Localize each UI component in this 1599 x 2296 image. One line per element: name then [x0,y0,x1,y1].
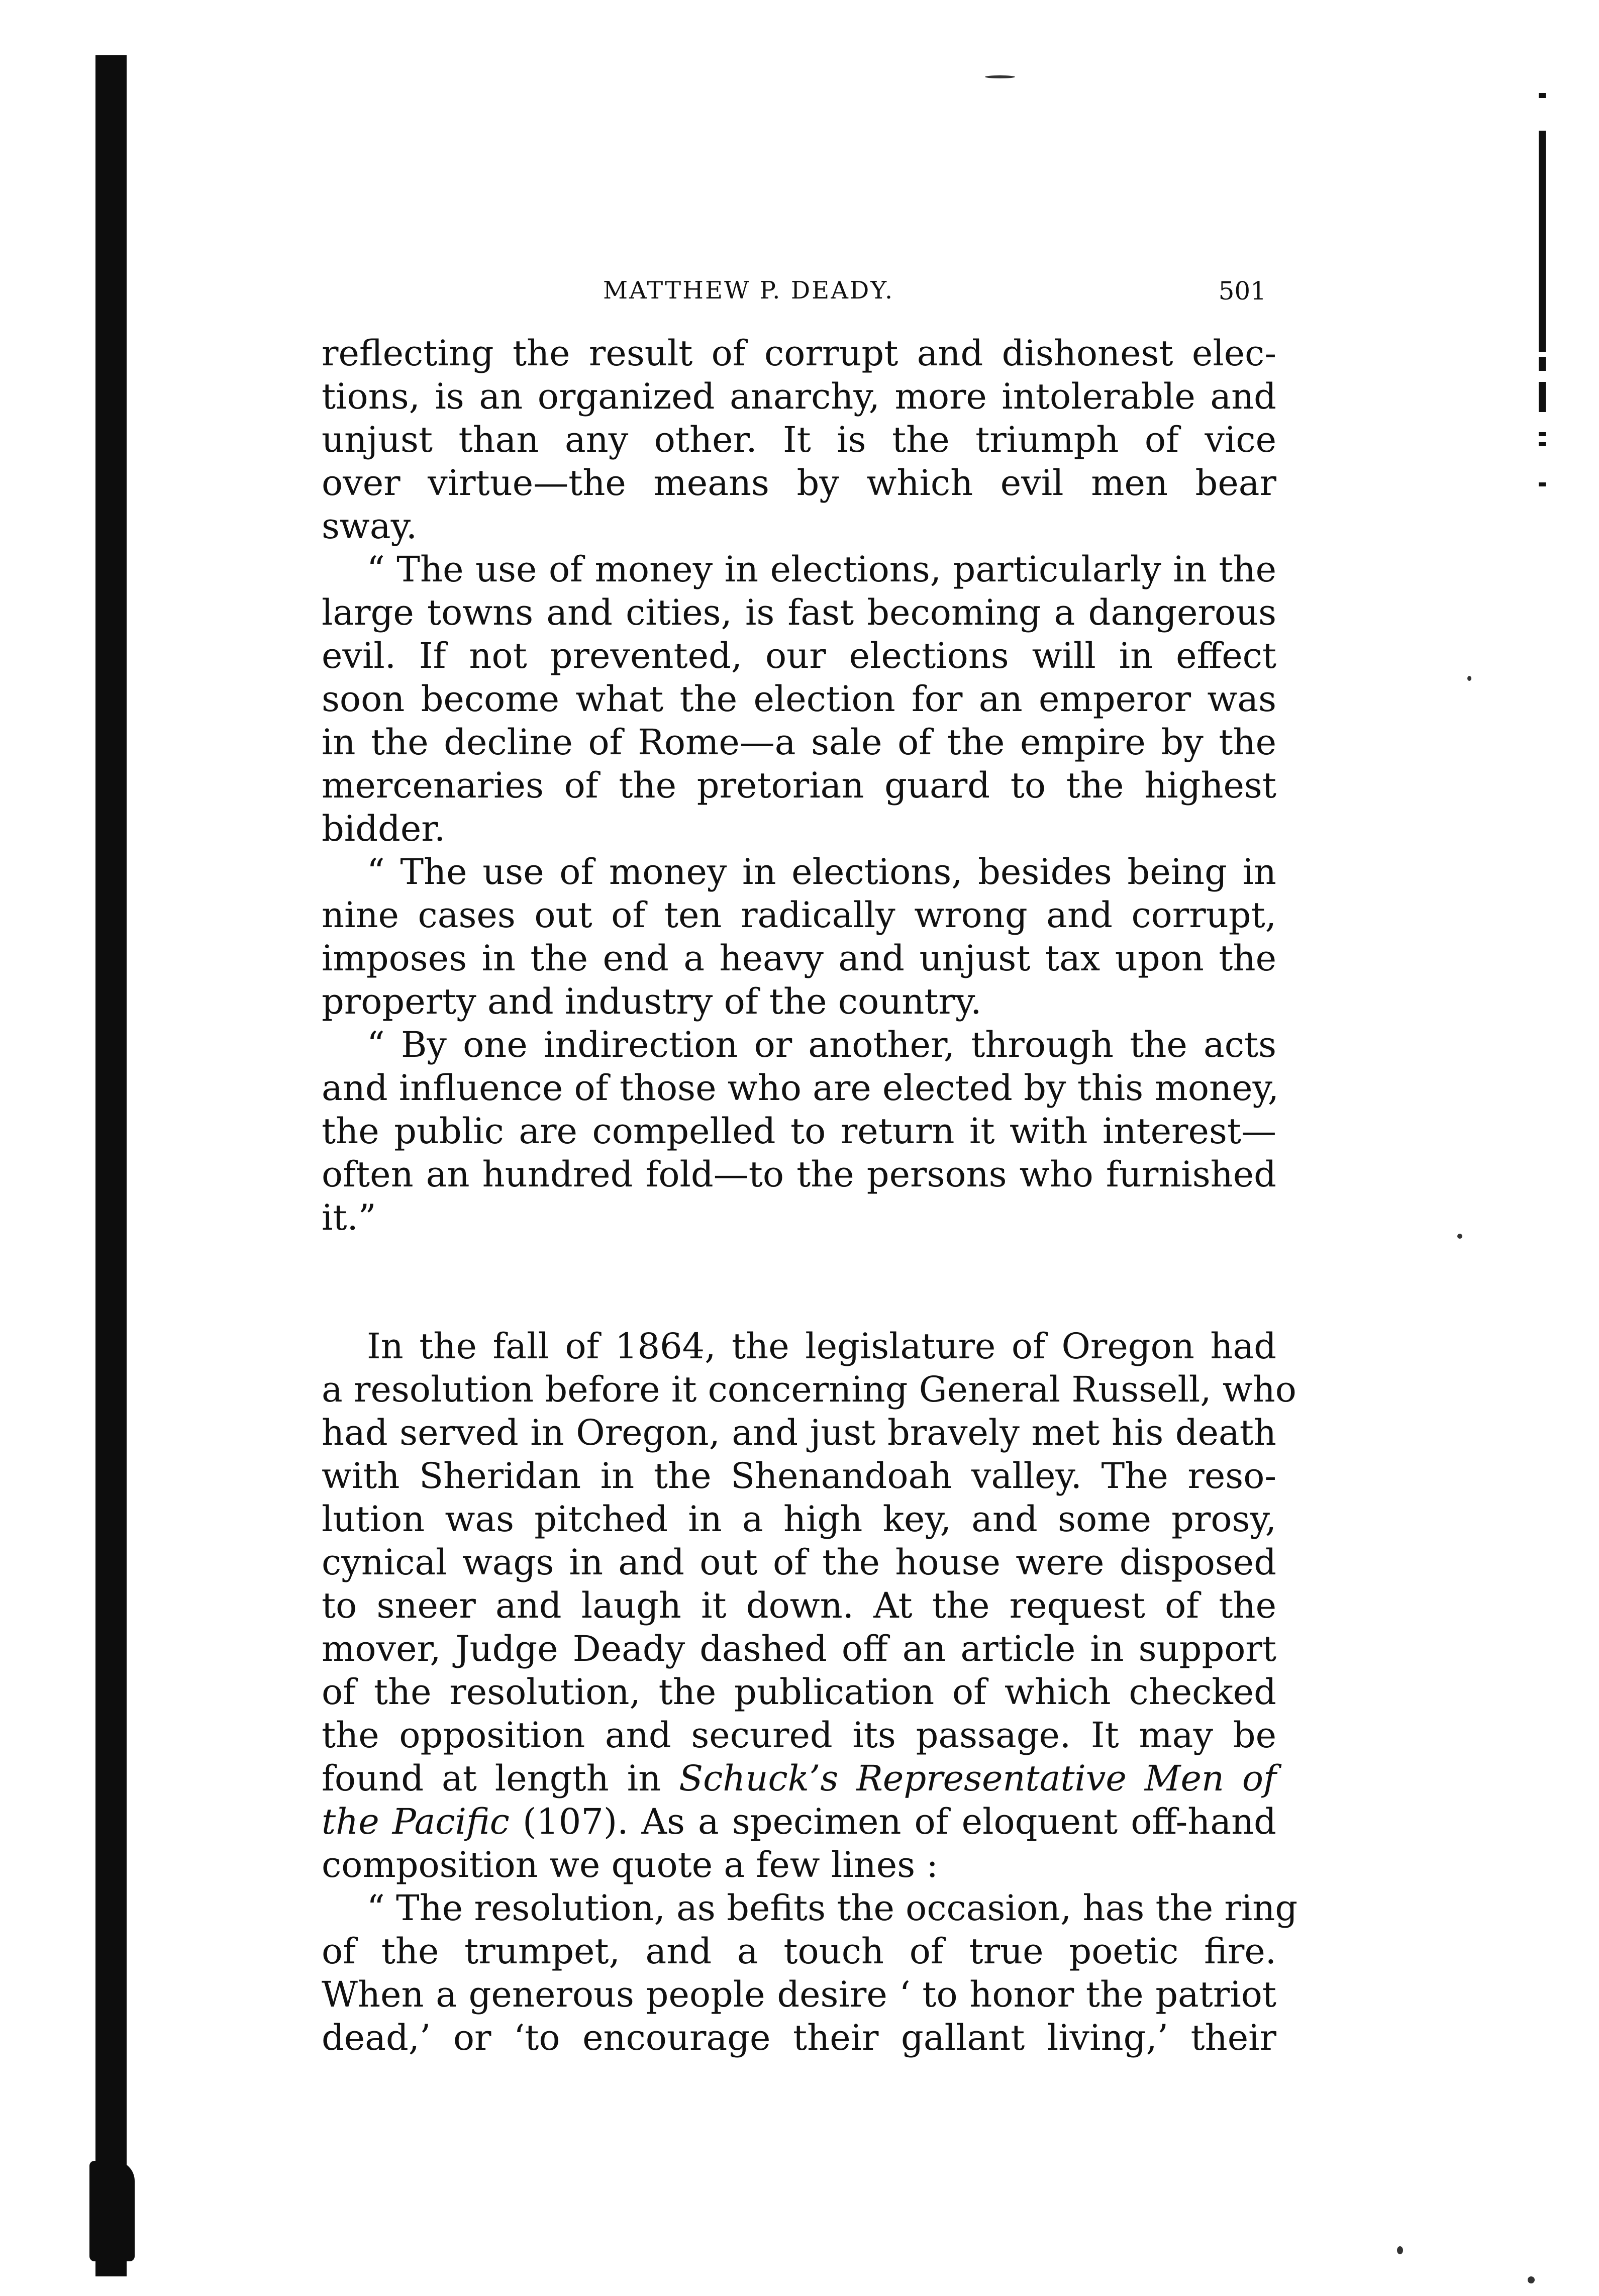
text-line: large towns and cities, is fast becoming a dangerous [322,592,1276,633]
text-line: “ The resolution, as befits the occasion, has the ring [367,1887,1298,1929]
scan-edge-shadow [95,55,127,2276]
text-line: composition we quote a few lines : [322,1844,938,1885]
running-title: MATTHEW P. DEADY. [603,276,894,305]
text-line: property and industry of the country. [322,981,982,1022]
text-line: “ The use of money in elections, particularly in the [367,549,1276,590]
text-line: reflecting the result of corrupt and dishonest elec- [322,333,1276,374]
scan-speck [1467,676,1471,681]
text-line: mercenaries of the pretorian guard to the highest [322,765,1276,806]
text-line: to sneer and laugh it down. At the request of the [322,1585,1276,1626]
text-line: In the fall of 1864, the legislature of Oregon had [367,1326,1276,1367]
text-line: lution was pitched in a high key, and some prosy, [322,1499,1276,1540]
text-line [322,1757,1276,1800]
scan-margin-mark [1539,357,1546,371]
text-line: a resolution before it concerning General Russell, who [322,1369,1296,1410]
scan-margin-mark [1539,93,1546,98]
text-line: mover, Judge Deady dashed off an article in support [322,1628,1276,1669]
scan-margin-mark [1539,482,1546,486]
text-segment: found at length in [322,1758,679,1799]
scan-speck [1528,2276,1535,2283]
text-line: unjust than any other. It is the triumph of vice [322,419,1276,460]
scan-margin-mark [1539,131,1546,352]
scan-speck [985,75,1015,78]
text-line: evil. If not prevented, our elections will in effect [322,635,1276,676]
text-line: often an hundred fold—to the persons who furnished [322,1154,1276,1195]
text-line: “ The use of money in elections, besides being in [367,851,1276,892]
text-line: had served in Oregon, and just bravely met his death [322,1412,1276,1453]
text-line: in the decline of Rome—a sale of the empire by the [322,722,1276,763]
body-text [322,332,1298,2059]
scan-speck [1457,1234,1462,1239]
text-line: it.” [322,1197,376,1238]
text-line: with Sheridan in the Shenandoah valley. The reso- [322,1455,1276,1496]
paragraph-gap [322,1239,1276,1325]
text-line: over virtue—the means by which evil men bear [322,462,1276,504]
scan-margin-mark [1539,382,1546,412]
italic-title: Schuck’s Representative Men of [679,1758,1276,1799]
page-number: 501 [1218,276,1266,306]
text-line: imposes in the end a heavy and unjust tax upon the [322,938,1276,979]
text-line: cynical wags in and out of the house were disposed [322,1542,1276,1583]
text-line: and influence of those who are elected by this money, [322,1067,1279,1109]
text-line: nine cases out of ten radically wrong and corrupt, [322,894,1276,936]
text-line: of the resolution, the publication of which checked [322,1671,1276,1713]
text-line: bidder. [322,808,446,849]
text-line: tions, is an organized anarchy, more intolerable and [322,376,1276,417]
text-line: of the trumpet, and a touch of true poetic fire. [322,1931,1276,1972]
text-line [322,1800,1276,1843]
text-line: dead,’ or ‘to encourage their gallant living,’ their [322,2017,1276,2058]
text-line: When a generous people desire ‘ to honor the patriot [322,1974,1276,2015]
scan-margin-mark [1539,432,1546,436]
text-line: the opposition and secured its passage. It may be [322,1715,1276,1756]
scan-edge-flare [89,2161,135,2261]
text-line: the public are compelled to return it with interest— [322,1111,1276,1152]
text-line: soon become what the election for an emperor was [322,678,1276,720]
running-head [322,276,1276,312]
text-segment: (107). As a specimen of eloquent off-hand [509,1801,1276,1842]
scan-speck [1397,2246,1403,2254]
text-line: “ By one indirection or another, through the acts [367,1024,1276,1065]
text-line: sway. [322,506,418,547]
scan-margin-mark [1539,442,1546,446]
italic-title: the Pacific [322,1801,510,1842]
